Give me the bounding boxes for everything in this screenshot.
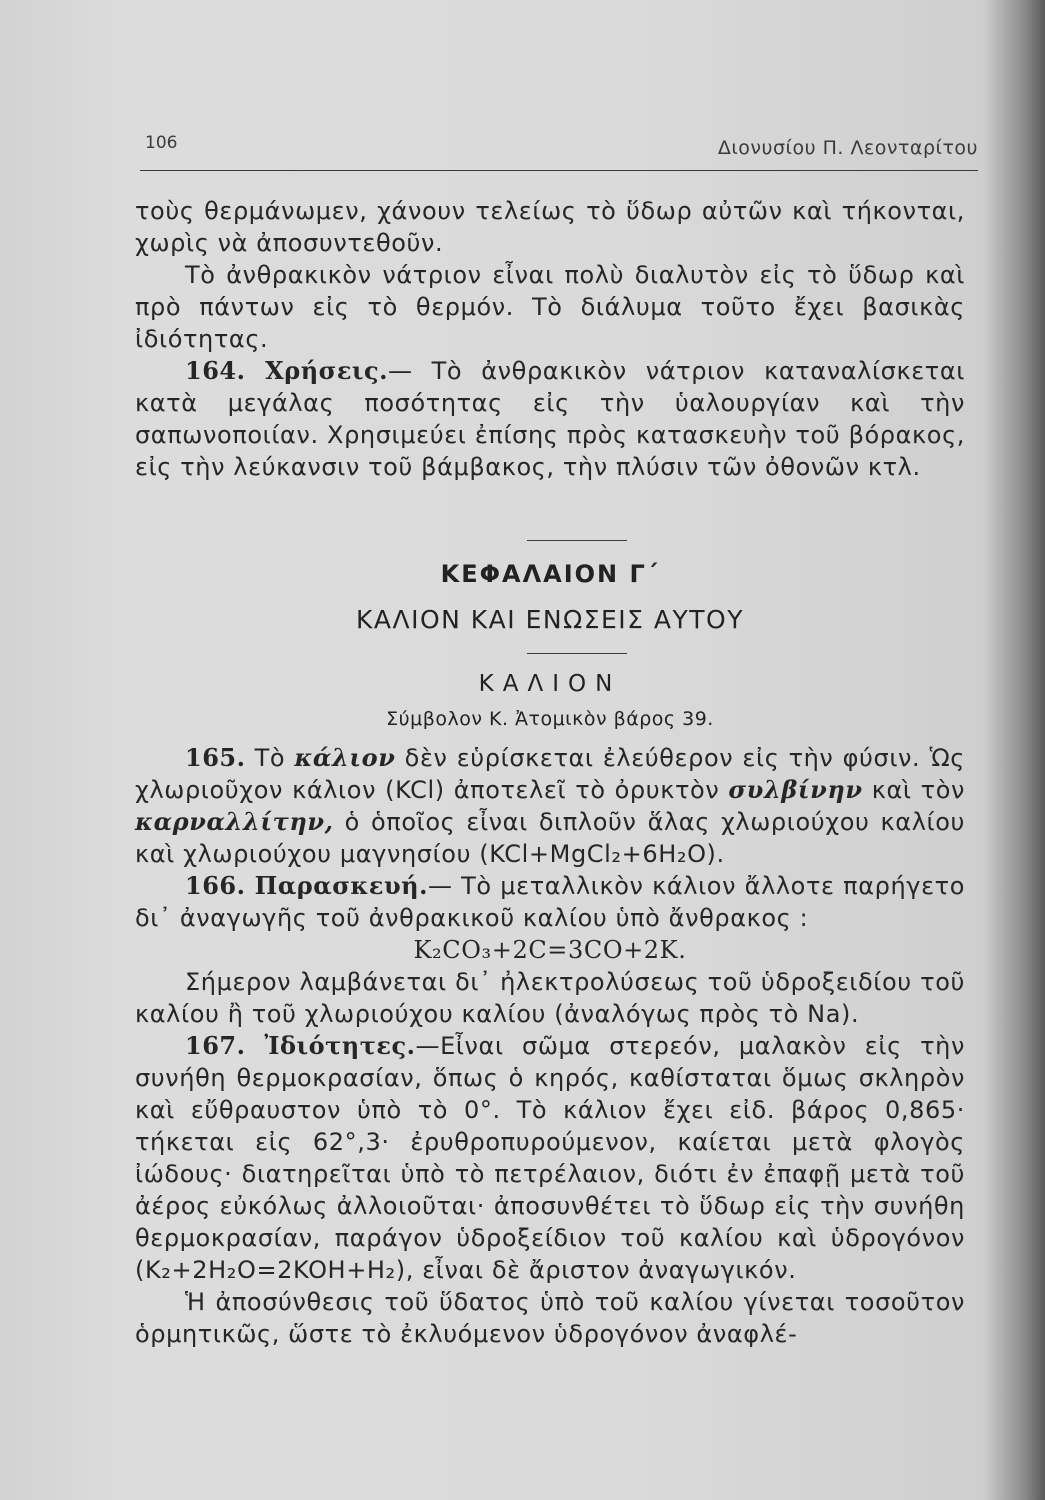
page-header [140, 130, 978, 171]
paragraph-164-uses [135, 355, 965, 483]
chapter-label: ΚΕΦΑΛΑΙΟΝ Γ΄ [440, 560, 660, 588]
symbol-line: Σύμβολον Κ. Ἀτομικὸν βάρος 39. [386, 708, 714, 730]
section-heading-167: 167. Ἰδιότητες. [185, 1031, 416, 1060]
page-number: 106 [145, 133, 178, 153]
text-block-bottom [135, 742, 965, 1350]
section-heading-164: 164. Χρήσεις. [185, 356, 389, 385]
term-carnallite: καρναλλίτην, [135, 807, 334, 836]
section-title: ΚΑΛΙΟΝ [478, 671, 622, 697]
paragraph-167-body: —Εἶναι σῶμα στερεόν, μαλακὸν εἰς τὴν συνήθη θερμοκρασίαν, ὅπως ὁ κηρός, καθίσταται ὅμως σκληρὸν καὶ εὔθραυστον ὑπὸ τὸ 0°. Τὸ κάλιον ἔχει εἰδ. βάρος 0,865· τήκεται εἰς 62°,3· ἐρυθροπυρούμενον, καίεται μετὰ φλογὸς ἰώδους· διατηρεῖται ὑπὸ τὸ πετρέλαιον, διότι ἐν ἐπαφῇ μετὰ τοῦ ἀέρος εὐκόλως ἀλλοιοῦται· ἀποσυνθέτει τὸ ὕδωρ εἰς τὴν συνήθη θερμοκρασίαν, παράγον ὑδροξείδιον τοῦ καλίου καὶ ὑδρογόνον (K₂+2H₂O=2KOH+H₂), εἶναι δὲ ἄριστον ἀναγωγικόν. [135, 1032, 965, 1284]
paragraph-166 [135, 870, 965, 934]
paragraph-165-text-d: ὁ ὁποῖος εἶναι διπλοῦν ἅλας χλωριούχου καλίου καὶ χλωριούχου μαγνησίου (KCl+MgCl₂+6H₂O). [135, 808, 965, 868]
term-kalion: κάλιον [294, 743, 396, 772]
paragraph-decomposition: Ἡ ἀποσύνθεσις τοῦ ὕδατος ὑπὸ τοῦ καλίου γίνεται τοσοῦτον ὁρμητικῶς, ὥστε τὸ ἐκλυόμενον ὑδρογόνον ἀναφλέ- [135, 1288, 965, 1348]
section-heading-166: 166. Παρασκευή. [185, 871, 428, 900]
paragraph-electrolysis: Σήμερον λαμβάνεται δι᾽ ἠλεκτρολύσεως τοῦ ὑδροξειδίου τοῦ καλίου ἢ τοῦ χλωριούχου καλίου (ἀναλόγως πρὸς τὸ Na). [135, 968, 965, 1028]
section-number-165: 165. [185, 743, 246, 772]
text-block-top [135, 195, 965, 483]
running-head: Διονυσίου Π. Λεονταρίτου [717, 137, 978, 159]
paragraph-165 [135, 742, 965, 870]
paragraph-164-body: — Τὸ ἀνθρακικὸν νάτριον καταναλίσκεται κατὰ μεγάλας ποσότητας εἰς τὴν ὑαλουργίαν καὶ τὴν σαπωνοποιίαν. Χρησιμεύει ἐπίσης πρὸς κατασκευὴν τοῦ βόρακος, εἰς τὴν λεύκανσιν τοῦ βάμβακος, τὴν πλύσιν τῶν ὀθονῶν κτλ. [135, 357, 965, 481]
term-sylvine: συλβίνην [728, 775, 863, 804]
paragraph-167 [135, 1030, 965, 1286]
divider-bottom [527, 653, 627, 654]
paragraph-solubility: Τὸ ἀνθρακικὸν νάτριον εἶναι πολὺ διαλυτὸν εἰς τὸ ὕδωρ καὶ πρὸ πάντων εἰς τὸ θερμόν. Τὸ διάλυμα τοῦτο ἔχει βασικὰς ἰδιότητας. [135, 261, 965, 353]
paragraph-165-text-c: καὶ τὸν [862, 776, 965, 804]
paragraph-continuation: τοὺς θερμάνωμεν, χάνουν τελείως τὸ ὕδωρ αὐτῶν καὶ τήκονται, χωρὶς νὰ ἀποσυντεθοῦν. [135, 197, 965, 257]
paragraph-165-text-b: δὲν εὑρίσκεται ἐλεύθερον εἰς τὴν φύσιν. Ὡς χλωριοῦχον κάλιον (KCl) ἀποτελεῖ τὸ ὀρυκτὸν [135, 744, 965, 804]
paragraph-165-text-a: Τὸ [245, 744, 295, 772]
chemical-formula: K₂CO₃+2C=3CO+2K. [413, 936, 687, 964]
divider-top [527, 540, 627, 541]
paragraph-166-body: — Τὸ μεταλλικὸν κάλιον ἄλλοτε παρήγετο δι᾽ ἀναγωγῆς τοῦ ἀνθρακικοῦ καλίου ὑπὸ ἄνθρακος : [135, 872, 965, 932]
chapter-title: ΚΑΛΙΟΝ ΚΑΙ ΕΝΩΣΕΙΣ ΑΥΤΟΥ [355, 605, 744, 634]
